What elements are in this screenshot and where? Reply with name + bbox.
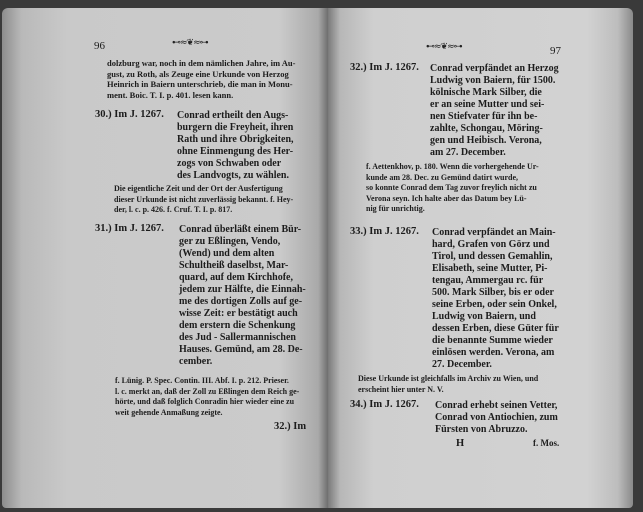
entry-label: 31.) Im J. 1267.: [95, 223, 164, 234]
text-line: kölnische Mark Silber, die: [430, 87, 542, 98]
text-line: dolzburg war, noch in dem nämlichen Jahre, im Au-: [107, 58, 296, 68]
text-line: wisse Zeit: er bestätigt auch: [179, 308, 298, 319]
ornament-icon: ⊷≈❦≈⊶: [426, 42, 462, 52]
catchword: f. Mos.: [533, 438, 560, 448]
text-line: dessen Erben, diese Güter für: [432, 323, 559, 334]
text-line: jedem zur Hälfte, die Einnah-: [179, 284, 306, 295]
text-line: die benannte Summe wieder: [432, 335, 553, 346]
text-line: Conrad von Antiochien, zum: [435, 412, 558, 423]
text-line: er an seine Mutter und sei-: [430, 99, 545, 110]
text-line: Tirol, und dessen Gemahlin,: [432, 251, 553, 262]
text-line: so konnte Conrad dem Tag zuvor freylich nicht zu: [366, 183, 537, 192]
text-line: burgern die Freyheit, ihren: [177, 122, 294, 133]
entry-text: [430, 63, 559, 159]
text-line: f. Lünig. P. Spec. Contin. III. Abf. I. p. 212. Prieser.: [115, 376, 289, 385]
text-line: l. c. merkt an, daß der Zoll zu Eßlingen dem Reich ge-: [115, 386, 300, 396]
footnote: [114, 184, 293, 216]
text-line: Schultheiß daselbst, Mar-: [179, 260, 289, 271]
text-line: der, l. c. p. 426. f. Cruf. T. I. p. 817.: [114, 205, 233, 214]
entry-label: 30.) Im J. 1267.: [95, 109, 164, 120]
text-line: ment. Boic. T. I. p. 401. lesen kann.: [107, 89, 234, 100]
text-line: hard, Grafen von Görz und: [432, 239, 550, 250]
text-line: Conrad überläßt einem Bür-: [179, 224, 302, 235]
page-number: 96: [94, 40, 105, 52]
text-line: tengau, Ammergau rc. für: [432, 275, 544, 286]
page-number: 97: [550, 45, 561, 57]
entry-text: [177, 110, 294, 182]
signature-mark: H: [456, 438, 465, 449]
text-line: nig für unrichtig.: [366, 204, 425, 213]
entry-label: 34.) Im J. 1267.: [350, 399, 419, 410]
text-line: Conrad verpfändet an Main-: [432, 227, 556, 238]
text-line: dem erstern die Schenkung: [179, 320, 296, 331]
text-line: Verona seyn. Ich halte aber das Datum bey Lü-: [366, 193, 527, 203]
text-line: Conrad erhebt seinen Vetter,: [435, 400, 558, 411]
text-line: Hauses. Gemünd, am 28. De-: [179, 344, 303, 355]
text-line: dieser Urkunde ist nicht zuverlässig bekannt. f. Hey-: [114, 194, 294, 204]
text-line: Rath und ihre Obrigkeiten,: [177, 134, 294, 145]
text-line: Diese Urkunde ist gleichfalls im Archiv zu Wien, und: [358, 374, 539, 383]
text-line: Conrad ertheilt den Augs-: [177, 110, 289, 121]
text-line: f. Aettenkhov, p. 180. Wenn die vorhergehende Ur-: [366, 162, 539, 171]
text-line: hörte, und daß folglich Conradin hier wieder eine zu: [115, 397, 295, 406]
text-line: me des dortigen Zolls auf ge-: [179, 296, 303, 307]
carryover-text: [107, 58, 295, 100]
text-line: des Landvogts, zu wählen.: [177, 170, 289, 181]
entry-text: [179, 224, 306, 368]
text-line: ohne Einmengung des Her-: [177, 146, 294, 157]
text-line: 27. December.: [432, 359, 492, 370]
footnote: [358, 374, 538, 395]
ornament-icon: ⊷≈❦≈⊶: [172, 38, 208, 48]
text-line: Elisabeth, seine Mutter, Pi-: [432, 263, 548, 274]
text-line: zogs von Schwaben oder: [177, 158, 282, 169]
catchword: 32.) Im: [274, 421, 307, 432]
text-line: Ludwig von Baiern, für 1500.: [430, 75, 556, 86]
text-line: Heinrich in Baiern unterschrieb, die man in Monu-: [107, 79, 293, 89]
text-line: gen und Heibisch. Verona,: [430, 135, 542, 146]
text-line: Ludwig von Baiern, und: [432, 311, 536, 322]
text-line: Conrad verpfändet an Herzog: [430, 63, 559, 74]
text-line: (Wend) und dem alten: [179, 248, 275, 259]
left-page: [2, 8, 328, 508]
text-line: Die eigentliche Zeit und der Ort der Ausfertigung: [114, 184, 283, 193]
right-page: [328, 8, 633, 508]
text-line: des Jud - Sallermannischen: [179, 332, 296, 343]
footnote: [366, 162, 539, 215]
text-line: weit gehende Anmaßung zeigte.: [115, 407, 223, 417]
text-line: am 27. December.: [430, 147, 506, 158]
text-line: seine Erben, oder sein Onkel,: [432, 299, 557, 310]
text-line: einlösen werden. Verona, am: [432, 347, 555, 358]
text-line: ger zu Eßlingen, Vendo,: [179, 236, 281, 247]
text-line: gust, zu Roth, als Zeuge eine Urkunde von Herzog: [107, 68, 289, 79]
text-line: cember.: [179, 356, 213, 367]
text-line: Fürsten von Abruzzo.: [435, 424, 528, 435]
text-line: quard, auf dem Kirchhofe,: [179, 272, 293, 283]
text-line: nen Stiefvater für ihn be-: [430, 111, 538, 122]
entry-label: 33.) Im J. 1267.: [350, 226, 419, 237]
entry-text: [432, 227, 559, 371]
text-line: erscheint hier unter N. V.: [358, 384, 444, 394]
entry-label: 32.) Im J. 1267.: [350, 62, 419, 73]
entry-text: [435, 400, 558, 436]
footnote: [115, 376, 299, 418]
text-line: 500. Mark Silber, bis er oder: [432, 287, 554, 298]
text-line: kunde am 28. Dec. zu Gemünd datirt wurde,: [366, 172, 519, 182]
text-line: zahlte, Schongau, Möring-: [430, 123, 543, 134]
